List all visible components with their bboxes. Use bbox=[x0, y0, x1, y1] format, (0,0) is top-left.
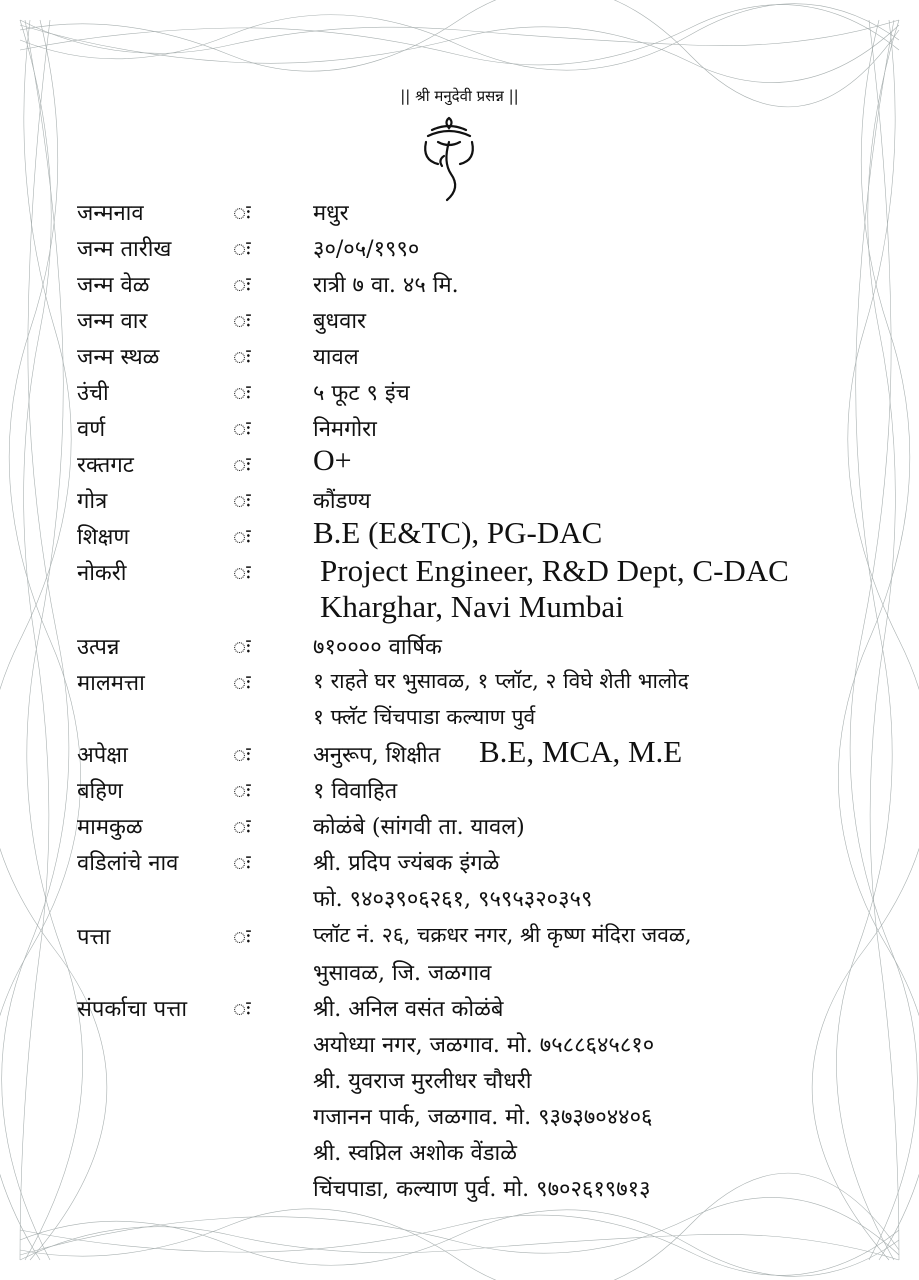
value-education: B.E (E&TC), PG-DAC bbox=[313, 515, 603, 550]
value-gotra: कौंडण्य bbox=[313, 489, 371, 514]
label-gotra: गोत्र bbox=[77, 489, 108, 514]
value-expectation: अनुरूप, शिक्षीत bbox=[313, 743, 441, 768]
value-income: ७१०००० वार्षिक bbox=[313, 635, 442, 660]
value-complexion: निमगोरा bbox=[313, 417, 377, 442]
label-birth-day: जन्म वार bbox=[77, 309, 148, 334]
label-income: उत्पन्न bbox=[77, 635, 120, 660]
label-complexion: वर्ण bbox=[77, 417, 106, 442]
separator: ः bbox=[233, 417, 251, 442]
contact-line: श्री. युवराज मुरलीधर चौधरी bbox=[313, 1069, 532, 1094]
value-father-name: श्री. प्रदिप ज्यंबक इंगळे bbox=[313, 851, 500, 876]
label-birth-time: जन्म वेळ bbox=[77, 273, 150, 298]
separator: ः bbox=[233, 925, 251, 950]
separator: ः bbox=[233, 743, 251, 768]
separator: ः bbox=[233, 561, 251, 586]
contact-line: चिंचपाडा, कल्याण पुर्व. मो. ९७०२६१९७१३ bbox=[313, 1177, 651, 1202]
value-sister: १ विवाहित bbox=[313, 779, 398, 804]
value-father-phone: फो. ९४०३९०६२६१, ९५९५३२०३५९ bbox=[313, 887, 593, 912]
value-job-line2: Kharghar, Navi Mumbai bbox=[320, 589, 624, 624]
separator: ः bbox=[233, 309, 251, 334]
value-birth-place: यावल bbox=[313, 345, 359, 370]
label-address: पत्ता bbox=[77, 925, 111, 950]
separator: ः bbox=[233, 453, 251, 478]
separator: ः bbox=[233, 997, 251, 1022]
value-address-line2: भुसावळ, जि. जळगाव bbox=[313, 961, 492, 986]
separator: ः bbox=[233, 671, 251, 696]
value-birth-time: रात्री ७ वा. ४५ मि. bbox=[313, 273, 459, 298]
ganesha-icon bbox=[418, 112, 480, 204]
label-sister: बहिण bbox=[77, 779, 123, 804]
label-education: शिक्षण bbox=[77, 525, 130, 550]
label-birth-place: जन्म स्थळ bbox=[77, 345, 160, 370]
label-blood-group: रक्तगट bbox=[77, 453, 134, 478]
value-maternal-family: कोळंबे (सांगवी ता. यावल) bbox=[313, 815, 525, 840]
value-height: ५ फूट ९ इंच bbox=[313, 381, 410, 406]
contact-line: श्री. स्वप्निल अशोक वेंडाळे bbox=[313, 1141, 517, 1166]
value-property: १ राहते घर भुसावळ, १ प्लॉट, २ विघे शेती भालोद bbox=[313, 669, 689, 693]
separator: ः bbox=[233, 273, 251, 298]
separator: ः bbox=[233, 237, 251, 262]
separator: ः bbox=[233, 635, 251, 660]
separator: ः bbox=[233, 815, 251, 840]
separator: ः bbox=[233, 525, 251, 550]
value-birth-name: मधुर bbox=[313, 201, 349, 226]
value-address: प्लॉट नं. २६, चक्रधर नगर, श्री कृष्ण मंदिरा जवळ, bbox=[313, 923, 692, 947]
label-contact-address: संपर्काचा पत्ता bbox=[77, 997, 188, 1022]
separator: ः bbox=[233, 779, 251, 804]
value-blood-group: O+ bbox=[313, 444, 352, 477]
label-birth-name: जन्मनाव bbox=[77, 201, 144, 226]
label-expectation: अपेक्षा bbox=[77, 743, 128, 768]
label-father-name: वडिलांचे नाव bbox=[77, 851, 179, 876]
value-expectation-degrees: B.E, MCA, M.E bbox=[479, 734, 683, 769]
separator: ः bbox=[233, 851, 251, 876]
value-birth-day: बुधवार bbox=[313, 309, 367, 334]
value-birth-date: ३०/०५/१९९० bbox=[313, 237, 420, 262]
label-height: उंची bbox=[77, 381, 109, 406]
invocation-header: || श्री मनुदेवी प्रसन्न || bbox=[400, 87, 519, 105]
label-maternal-family: मामकुळ bbox=[77, 815, 143, 840]
label-property: मालमत्ता bbox=[77, 671, 145, 696]
contact-line: अयोध्या नगर, जळगाव. मो. ७५८८६४५८१० bbox=[313, 1033, 655, 1058]
separator: ः bbox=[233, 381, 251, 406]
value-property-line2: १ फ्लॅट चिंचपाडा कल्याण पुर्व bbox=[313, 705, 536, 729]
label-job: नोकरी bbox=[77, 561, 127, 586]
contact-line: गजानन पार्क, जळगाव. मो. ९३७३७०४४०६ bbox=[313, 1105, 653, 1130]
contact-line: श्री. अनिल वसंत कोळंबे bbox=[313, 997, 504, 1022]
value-job: Project Engineer, R&D Dept, C-DAC bbox=[320, 553, 789, 588]
separator: ः bbox=[233, 345, 251, 370]
separator: ः bbox=[233, 201, 251, 226]
separator: ः bbox=[233, 489, 251, 514]
label-birth-date: जन्म तारीख bbox=[77, 237, 172, 262]
